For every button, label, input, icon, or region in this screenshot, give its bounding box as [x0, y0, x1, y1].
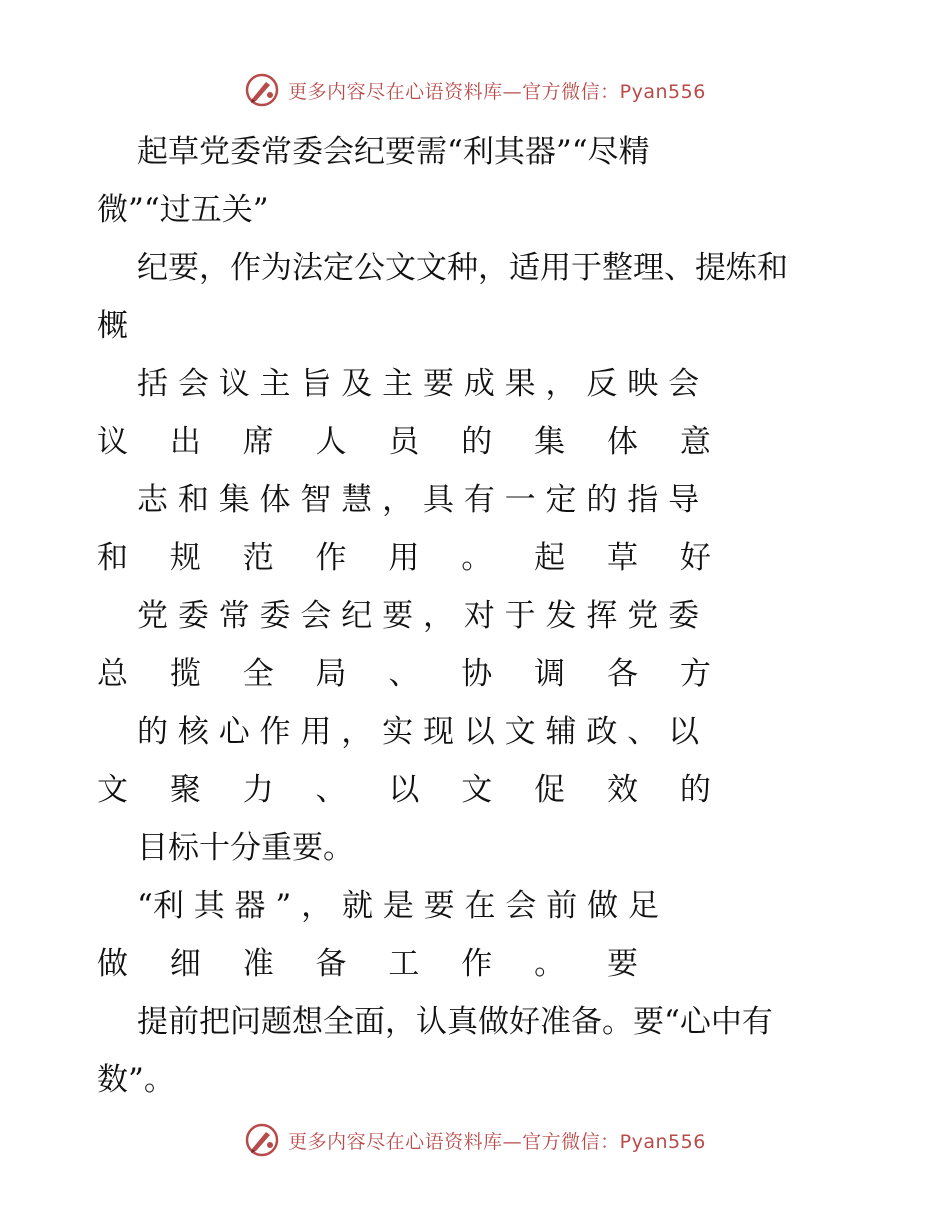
header-banner-text: 更多内容尽在心语资料库—官方微信：Pyan556 [288, 80, 706, 103]
doc-line: “利 其 器 ” ， 就 是 要 在 会 前 做 足 [137, 888, 659, 924]
doc-line-text: 括 会 议 主 旨 及 主 要 成 果 ， 反 映 会 [137, 366, 700, 402]
doc-line: 志 和 集 体 智 慧 ， 具 有 一 定 的 指 导 [137, 482, 700, 518]
pen-logo-icon [244, 72, 280, 108]
doc-line: 目标十分重要。 [137, 830, 354, 866]
document-body [97, 123, 857, 1109]
header-banner [0, 70, 950, 110]
doc-line: 的 核 心 作 用 ， 实 现 以 文 辅 政 、 以 [137, 714, 700, 750]
doc-line: 纪要，作为法定公文文种，适用于整理、提炼和 [137, 250, 788, 286]
doc-line [97, 355, 857, 413]
doc-title-line-2: 微”“过五关” [97, 192, 269, 228]
doc-line: 做 细 准 备 工 作 。 要 [97, 946, 654, 982]
doc-line: 概 [97, 308, 128, 344]
header-wechat-handle: Pyan556 [619, 80, 706, 103]
doc-line: 和 规 范 作 用 。 起 草 好 [97, 540, 727, 576]
doc-line: 数”。 [97, 1062, 175, 1098]
footer-banner [0, 1120, 950, 1160]
doc-title-line-1: 起草党委常委会纪要需“利其器”“尽精 [137, 134, 650, 170]
doc-line: 总 揽 全 局 、 协 调 各 方 [97, 656, 727, 692]
doc-line: 文 聚 力 、 以 文 促 效 的 [97, 772, 727, 808]
doc-line: 党 委 常 委 会 纪 要 ， 对 于 发 挥 党 委 [137, 598, 700, 634]
footer-banner-text: 更多内容尽在心语资料库—官方微信：Pyan556 [288, 1130, 706, 1153]
footer-wechat-handle: Pyan556 [619, 1130, 706, 1153]
doc-line: 提前把问题想全面，认真做好准备。要“心中有 [137, 1004, 773, 1040]
pen-logo-icon [244, 1122, 280, 1158]
doc-line: 议 出 席 人 员 的 集 体 意 [97, 424, 727, 460]
